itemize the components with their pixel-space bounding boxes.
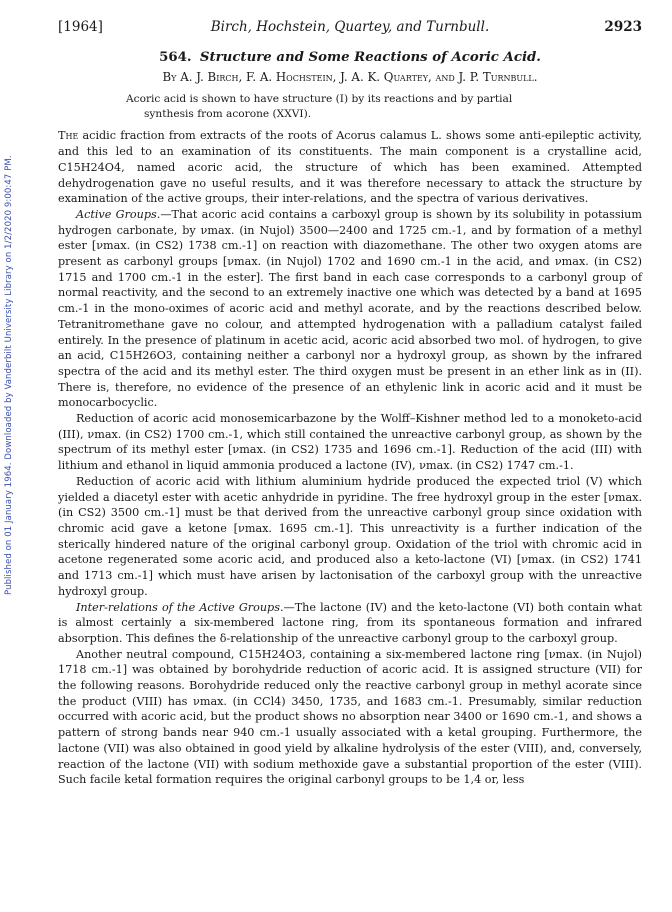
- article-number: 564.: [159, 50, 192, 65]
- article-title: [58, 50, 642, 66]
- header-running-title: Birch, Hochstein, Quartey, and Turnbull.: [210, 19, 490, 35]
- paragraph-text: —The lactone (IV) and the keto-lactone (VI) both contain what is almost certainly a six-membered lactone ring, from its spontaneous formation and infrared absorption. This defines the δ-relationship of the unreactive carbonyl group to the carboxyl group.: [58, 600, 642, 645]
- header-page-number: 2923: [604, 19, 642, 35]
- paragraph-text: —That acoric acid contains a carboxyl group is shown by its solubility in potassium hydrogen carbonate, by νmax. (in Nujol) 3500—2400 and 1725 cm.-1, and by formation of a methyl ester [νmax. (in CS2) 1738 cm.-1] on reaction with diazomethane. The other two oxygen atoms are present as carbonyl groups [νmax. (in Nujol) 1702 and 1690 cm.-1 in the acid, and νmax. (in CS2) 1715 and 1700 cm.-1 in the ester]. The first band in each case corresponds to a carbonyl group of normal reactivity, and the second to an extremely inactive one which was detected by a band at 1695 cm.-1 in the mono-oximes of acoric acid and methyl acorate, and by the reactions described below. Tetranitromethane gave no colour, and attempted hydrogenation with a palladium catalyst failed entirely. In the presence of platinum in acetic acid, acoric acid absorbed two mol. of hydrogen, to give an acid, C15H26O3, containing neither a carbonyl nor a hydroxyl group, as shown by the infrared spectra of the acid and its methyl ester. The third oxygen must be present in an ether link as in (II). There is, therefore, no evidence of the presence of an ethylenic link in acoric acid and it must be monocarbocyclic.: [58, 207, 642, 410]
- paragraph-text: acidic fraction from extracts of the roots of Acorus calamus L. shows some anti-epileptic activity, and this led to an examination of its constituents. The main component is a crystalline acid, C15H24O4, named acoric acid, the structure of which has been examined. Attempted dehydrogenation gave no useful results, and it was therefore necessary to attack the structure by examination of the active groups, their inter-relations, and the spectra of various derivatives.: [58, 129, 642, 206]
- article-page: [58, 20, 642, 788]
- article-body: [58, 128, 642, 788]
- paragraph-text: Reduction of acoric acid monosemicarbazone by the Wolff–Kishner method led to a monoketo-acid (III), νmax. (in CS2) 1700 cm.-1, which still contained the unreactive carbonyl group, as shown by the spectrum of its methyl ester [νmax. (in CS2) 1735 and 1696 cm.-1]. Reduction of the acid (III) with lithium and ethanol in liquid ammonia produced a lactone (IV), νmax. (in CS2) 1747 cm.-1.: [58, 412, 642, 473]
- paragraph-active-groups: [58, 207, 642, 411]
- lead-word: The: [58, 129, 79, 143]
- author-line: By A. J. Birch, F. A. Hochstein, J. A. K. Quartey, and J. P. Turnbull.: [162, 69, 538, 84]
- article-title-text: Structure and Some Reactions of Acoric Acid.: [199, 50, 541, 65]
- download-notice: Published on 01 January 1964. Downloaded by Vanderbilt University Library on 1/2/2020 9:00:47 PM.: [4, 155, 14, 595]
- abstract-line-1: Acoric acid is shown to have structure (I) by its reactions and by partial: [126, 93, 513, 106]
- paragraph-intro: [58, 128, 642, 207]
- paragraph-text: Another neutral compound, C15H24O3, containing a six-membered lactone ring [νmax. (in Nujol) 1718 cm.-1] was obtained by borohydride reduction of acoric acid. It is assigned structure (VII) for the following reasons. Borohydride reduced only the reactive carbonyl group in methyl acorate since the product (VIII) has νmax. (in CCl4) 3450, 1735, and 1683 cm.-1. Presumably, similar reduction occurred with acoric acid, but the product shows no absorption near 3400 or 1690 cm.-1, and shows a pattern of strong bands near 940 cm.-1 usually associated with a ketal grouping. Furthermore, the lactone (VII) was also obtained in good yield by alkaline hydrolysis of the ester (VIII), and, conversely, reaction of the lactone (VII) with sodium methoxide gave a substantial proportion of the ester (VIII). Such facile ketal formation requires the original carbonyl groups to be 1,4 or, less: [58, 647, 642, 787]
- abstract-line-2: synthesis from acorone (XXVI).: [144, 107, 312, 120]
- paragraph-text: Reduction of acoric acid with lithium aluminium hydride produced the expected triol (V) which yielded a diacetyl ester with acetic anhydride in pyridine. The free hydroxyl group in the ester [νmax. (in CS2) 3500 cm.-1] must be that derived from the unreactive carbonyl group since oxidation with chromic acid gave a ketone [νmax. 1695 cm.-1]. This unreactivity is a further indication of the sterically hindered nature of the original carbonyl group. Oxidation of the triol with chromic acid in acetone regenerated some acoric acid, and produced also a keto-lactone (VI) [νmax. (in CS2) 1741 and 1713 cm.-1] which must have arisen by lactonisation of the carboxyl group with the unreactive hydroxyl group.: [58, 474, 642, 598]
- paragraph-neutral-compound: [58, 647, 642, 788]
- abstract: [126, 92, 574, 121]
- paragraph-wolff-kishner: [58, 411, 642, 474]
- paragraph-hydride-reduction: [58, 474, 642, 600]
- header-year: [1964]: [58, 19, 103, 35]
- paragraph-inter-relations: [58, 600, 642, 647]
- section-heading: Inter-relations of the Active Groups.: [76, 600, 284, 614]
- section-heading: Active Groups.: [76, 207, 161, 221]
- running-header: [58, 20, 642, 50]
